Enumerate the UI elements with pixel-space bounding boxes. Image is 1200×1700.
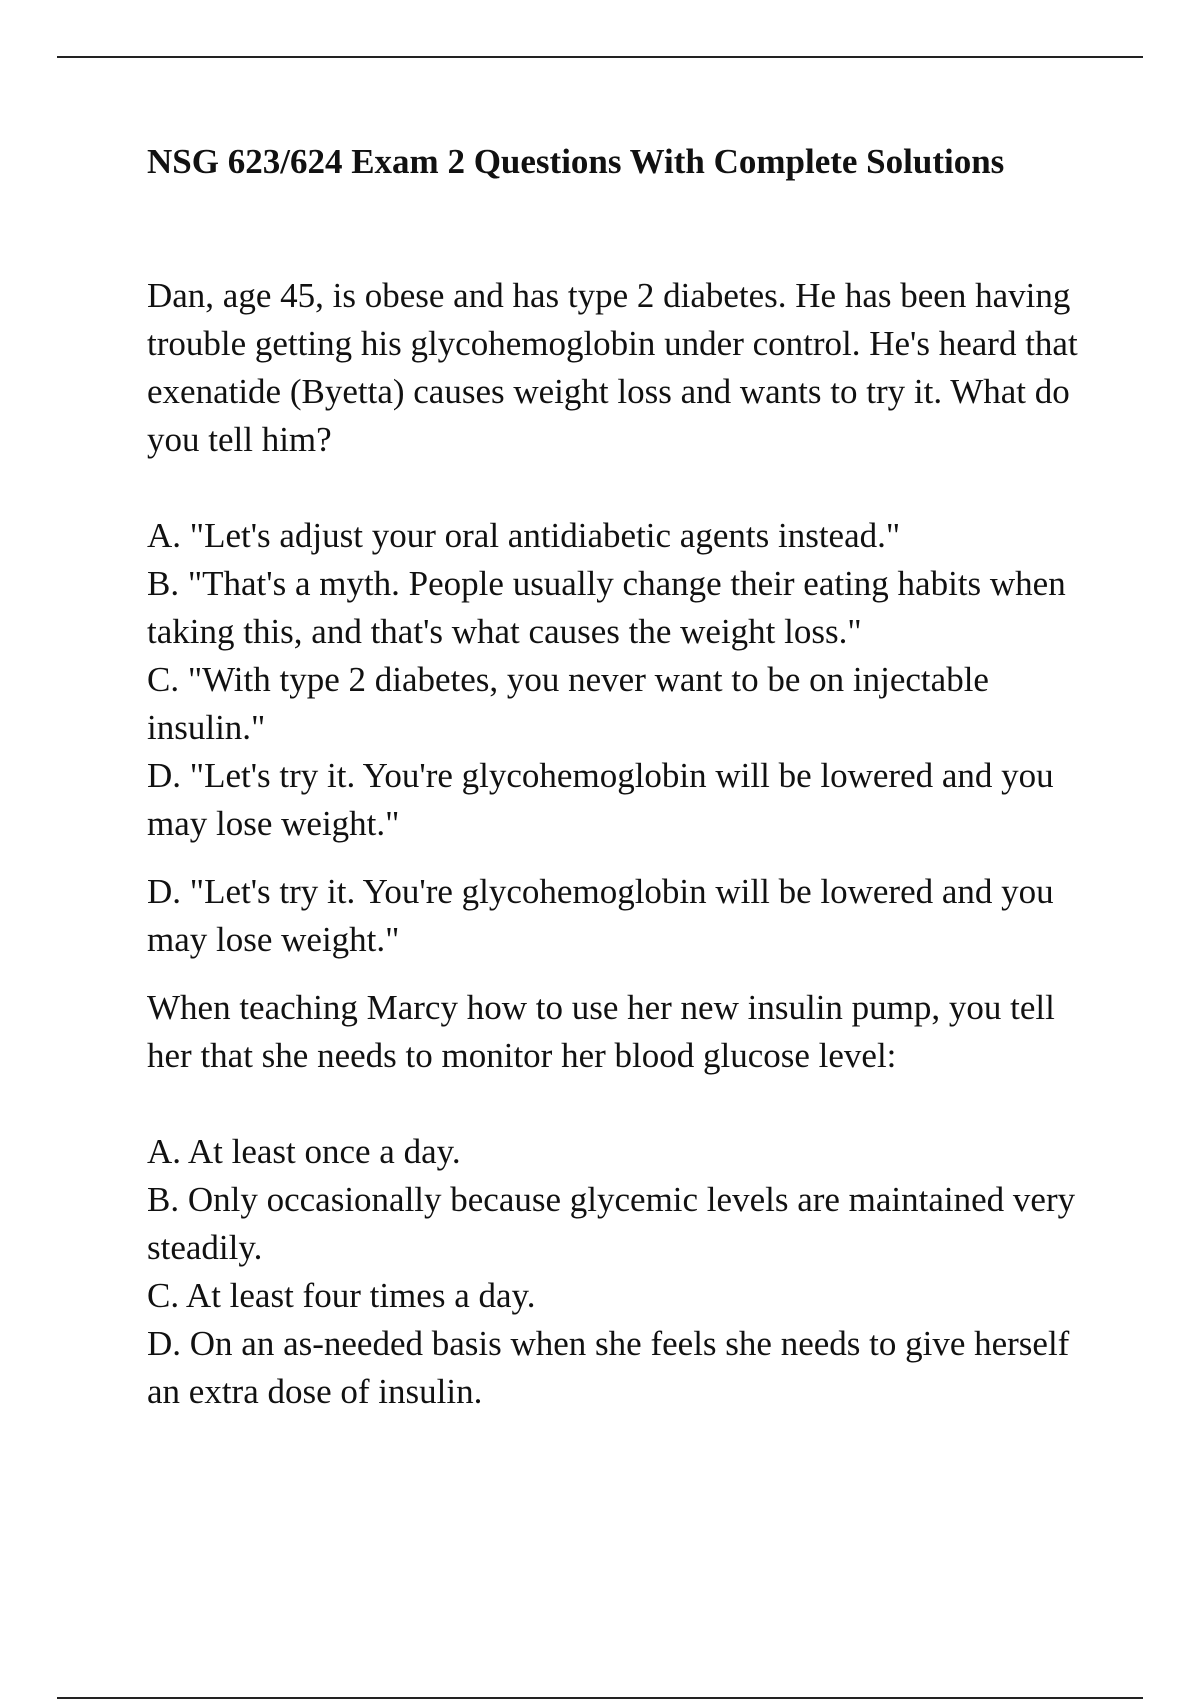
question-2-option-a: A. At least once a day.: [147, 1132, 461, 1171]
question-1-options: [147, 512, 1107, 848]
question-1-answer: D. "Let's try it. You're glycohemoglobin will be lowered and you may lose weight.": [147, 872, 1054, 959]
question-1-option-c: C. "With type 2 diabetes, you never want to be on injectable insulin.": [147, 660, 989, 747]
question-2-option-b: B. Only occasionally because glycemic levels are maintained very steadily.: [147, 1180, 1076, 1267]
document-title: NSG 623/624 Exam 2 Questions With Complete Solutions: [147, 142, 1005, 181]
question-1-option-a: A. "Let's adjust your oral antidiabetic agents instead.": [147, 516, 901, 555]
question-2-options: [147, 1128, 1107, 1416]
question-2-option-c: C. At least four times a day.: [147, 1276, 536, 1315]
document-body: [147, 140, 1107, 1416]
question-2-prompt: When teaching Marcy how to use her new insulin pump, you tell her that she needs to monitor her blood glucose level:: [147, 988, 1055, 1075]
question-1-prompt: Dan, age 45, is obese and has type 2 diabetes. He has been having trouble getting his glycohemoglobin under control. He's heard that exenatide (Byetta) causes weight loss and wants to try it. What do you tell him?: [147, 276, 1078, 459]
top-rule: [57, 56, 1143, 58]
question-1-option-b: B. "That's a myth. People usually change their eating habits when taking this, and that's what causes the weight loss.": [147, 564, 1066, 651]
question-2-option-d: D. On an as-needed basis when she feels she needs to give herself an extra dose of insulin.: [147, 1324, 1070, 1411]
question-1-option-d: D. "Let's try it. You're glycohemoglobin will be lowered and you may lose weight.": [147, 756, 1054, 843]
bottom-rule: [57, 1697, 1143, 1699]
